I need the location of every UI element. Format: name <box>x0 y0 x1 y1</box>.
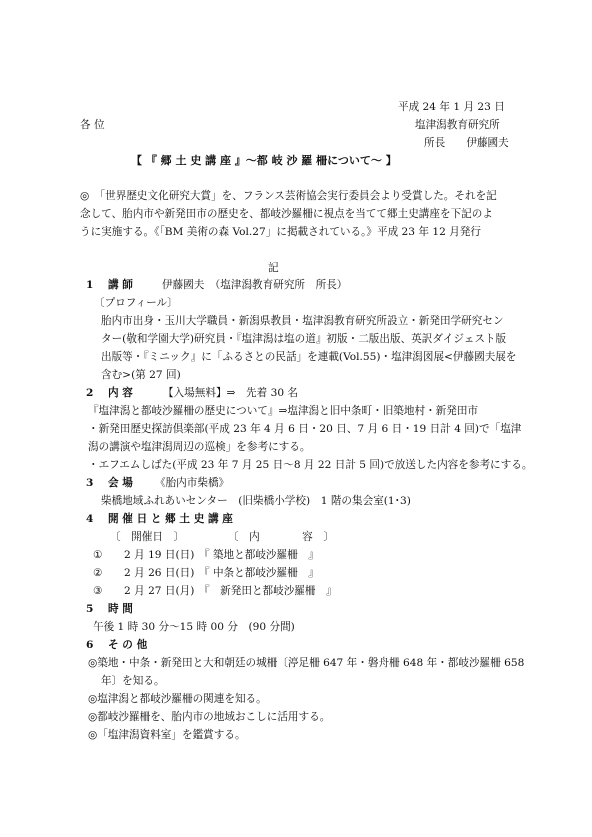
profile-line-1: 胎内市出身・玉川大学職員・新潟県教員・塩津潟教育研究所設立・新発田学研究セン <box>101 315 504 327</box>
section-3-number: 3 <box>86 477 94 489</box>
ki-heading: 記 <box>268 262 279 274</box>
section-2-value: 【入場無料】⇒ 先着 30 名 <box>163 387 299 399</box>
other-line-5: ◎「塩津潟資料室」を鑑賞する。 <box>88 729 246 741</box>
section-3-heading: 会 場 <box>108 477 133 489</box>
content-line-3: 潟の講演や塩津潟周辺の巡検」を参考にする。 <box>88 441 311 453</box>
time-line: 午後 1 時 30 分～15 時 00 分 (90 分間) <box>93 621 295 633</box>
schedule-row-2-mark: ② <box>93 567 103 579</box>
section-6-heading: そ の 他 <box>108 639 148 651</box>
section-2-number: 2 <box>86 387 94 399</box>
section-5-number: 5 <box>86 603 94 615</box>
other-line-2: 年〕を知る。 <box>101 675 165 687</box>
other-line-3: ◎塩津潟と都岐沙羅柵の関連を知る。 <box>88 693 267 705</box>
section-5-heading: 時 間 <box>108 603 133 615</box>
other-line-4: ◎都岐沙羅柵を、胎内市の地域おこしに活用する。 <box>88 711 331 723</box>
schedule-row-1-mark: ① <box>93 549 103 561</box>
schedule-row-3-date: 2 月 27 日(月) <box>124 585 195 597</box>
schedule-row-2-date: 2 月 26 日(日) <box>124 567 195 579</box>
content-line-1: 『塩津潟と都岐沙羅柵の歴史について』⇒塩津潟と旧中条町・旧築地村・新発田市 <box>88 405 479 417</box>
profile-label: 〔プロフィール〕 <box>94 297 178 309</box>
content-column-header: 〔 内 容 〕 <box>228 531 334 543</box>
intro-line-3: うに実施する。《「BM 美術の森 Vol.27」に掲載されている。》平成 23 年 12 月発行 <box>80 226 481 238</box>
intro-line-2: 念して、胎内市や新発田市の歴史を、都岐沙羅柵に視点を当てて郷土史講座を下記のよ <box>80 208 493 220</box>
section-1-number: 1 <box>86 279 94 291</box>
date: 平成 24 年 1 月 23 日 <box>398 101 505 113</box>
section-6-number: 6 <box>86 639 94 651</box>
intro-line-1: ◎ 「世界歴史文化研究大賞」を、フランス芸術協会実行委員会より受賞した。それを記 <box>80 190 497 202</box>
addressee: 各 位 <box>80 119 105 131</box>
date-column-header: 〔 開催日 〕 <box>110 531 185 543</box>
section-2-heading: 内 容 <box>108 387 133 399</box>
sender: 所長 伊藤國夫 <box>424 137 509 149</box>
organization: 塩津潟教育研究所 <box>415 119 500 131</box>
profile-line-2: ター(敬和学園大学)研究員・『塩津潟は塩の道』初版・二版出版、英訳ダイジェスト版 <box>101 333 507 345</box>
schedule-row-1-topic: 『 築地と都岐沙羅柵 』 <box>199 549 319 561</box>
document-title: 【 『 郷 土 史 講 座 』～都 岐 沙 羅 柵について～ 】 <box>131 154 397 167</box>
section-3-value: 《胎内市柴橋》 <box>155 477 230 489</box>
schedule-row-3-mark: ③ <box>93 585 103 597</box>
section-4-number: 4 <box>86 513 94 525</box>
profile-line-4: 含む>(第 27 回) <box>101 369 181 381</box>
content-line-2: ・新発田歴史探訪倶楽部(平成 23 年 4 月 6 日・20 日、7 月 6 日・19 日計 4 回)で「塩津 <box>88 423 522 435</box>
section-1-heading: 講 師 <box>108 279 133 291</box>
other-line-1: ◎築地・中条・新発田と大和朝廷の城柵〔渟足柵 647 年・磐舟柵 648 年・都岐沙羅柵 658 <box>88 657 525 669</box>
section-4-heading: 開 催 日 と 郷 土 史 講 座 <box>108 513 233 525</box>
schedule-row-2-topic: 『 中条と都岐沙羅柵 』 <box>199 567 319 579</box>
venue-line: 柴橋地域ふれあいセンター (旧柴橋小学校) 1 階の集会室(1･3) <box>101 495 411 507</box>
schedule-row-3-topic: 『 新発田と都岐沙羅柵 』 <box>199 585 337 597</box>
content-line-4: ・エフエムしばた(平成 23 年 7 月 25 日～8 月 22 日計 5 回)で放送した内容を参考にする。 <box>88 459 533 471</box>
profile-line-3: 出版等・『ミニック』に「ふるさとの民話」を連載(Vol.55)・塩津潟図展<伊藤國夫展を <box>101 351 517 363</box>
schedule-row-1-date: 2 月 19 日(日) <box>124 549 195 561</box>
section-1-value: 伊藤國夫 （塩津潟教育研究所 所長） <box>162 279 348 291</box>
